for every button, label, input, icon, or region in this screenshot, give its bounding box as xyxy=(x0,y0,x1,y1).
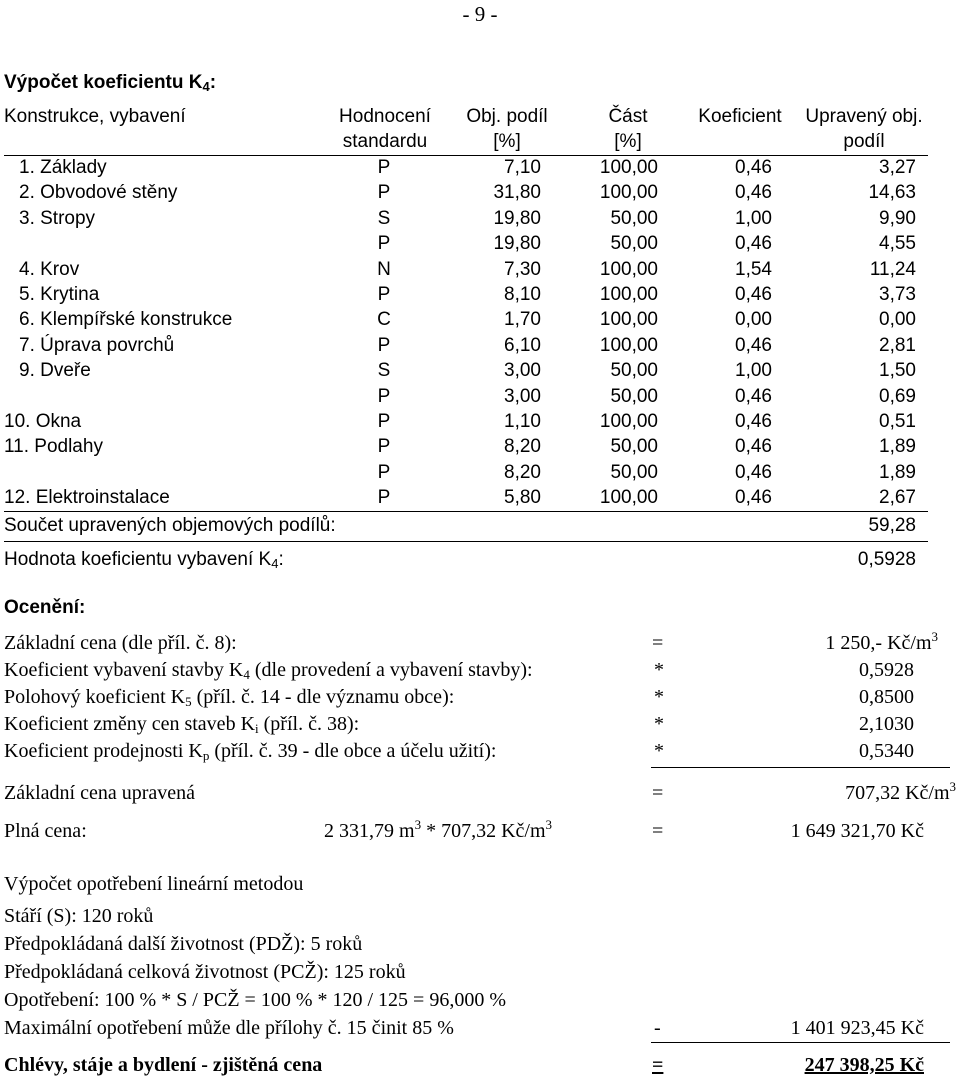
k5-coef-label: Polohový koeficient $K_5$ (příl. č. 14 - dle významu obce): xyxy=(4,686,455,709)
cell-construction: 1. Základy xyxy=(19,157,107,178)
header-coefficient: Koeficient xyxy=(698,106,782,127)
cell-adjusted-share: 1,50 xyxy=(879,360,916,382)
cell-adjusted-share: 0,51 xyxy=(879,411,916,432)
sum-value: 59,28 xyxy=(868,515,916,536)
cell-obj-share: 31,80 xyxy=(493,182,541,204)
cell-construction: 7. Úprava povrchů xyxy=(19,334,175,356)
cell-obj-share: 7,30 xyxy=(504,258,541,280)
cell-obj-share: 1,70 xyxy=(504,309,541,331)
cell-adjusted-share: 3,73 xyxy=(879,284,916,305)
cell-construction: 10. Okna xyxy=(4,411,82,432)
page-number: - 9 - xyxy=(462,2,498,26)
cell-obj-share: 8,20 xyxy=(504,461,541,483)
final-label: Chlévy, stáje a bydlení - zjištěná cena xyxy=(4,1054,323,1076)
cell-standard: P xyxy=(377,182,391,204)
final-op: = xyxy=(652,1054,664,1076)
cell-part: 100,00 xyxy=(599,157,658,178)
k4-coef-value: 0,5928 xyxy=(859,659,914,681)
cell-standard: P xyxy=(377,157,391,178)
k4-coef-op: * xyxy=(654,659,664,681)
kp-rule xyxy=(651,767,950,768)
cell-part: 100,00 xyxy=(599,309,658,331)
kp-coef-value: 0,5340 xyxy=(859,740,914,762)
cell-adjusted-share: 2,81 xyxy=(879,334,916,356)
table-row xyxy=(4,208,926,233)
full-price-value: 1 649 321,70 Kč xyxy=(790,820,924,842)
cell-part: 100,00 xyxy=(599,334,658,356)
cell-coefficient: 1,00 xyxy=(735,207,772,229)
max-rule xyxy=(651,1042,950,1043)
cell-construction: 12. Elektroinstalace xyxy=(4,487,170,509)
cell-obj-share: 5,80 xyxy=(504,487,541,509)
base-price-label: Základní cena (dle příl. č. 8): xyxy=(4,632,237,654)
cell-adjusted-share: 1,89 xyxy=(879,436,916,458)
cell-adjusted-share: 14,63 xyxy=(868,182,916,204)
max-depreciation-label: Maximální opotřebení může dle přílohy č. 15 činit 85 % xyxy=(4,1017,454,1039)
table-row xyxy=(4,436,926,461)
age-line: Stáří (S): 120 roků xyxy=(4,905,154,927)
cell-part: 100,00 xyxy=(599,411,658,432)
cell-obj-share: 3,00 xyxy=(504,385,541,407)
k4-table xyxy=(4,104,928,574)
base-price-value: 1 250,- $Kč/m^3$ xyxy=(825,629,938,654)
cell-obj-share: 7,10 xyxy=(504,157,541,178)
table-row xyxy=(4,386,926,411)
cell-coefficient: 1,54 xyxy=(735,258,772,280)
cell-standard: P xyxy=(377,461,391,483)
cell-construction: 5. Krytina xyxy=(19,284,100,305)
kp-coef-label: Koeficient prodejnosti $K_p$ (příl. č. 39 - dle obce a účelu užití): xyxy=(4,740,497,763)
cell-standard: P xyxy=(377,385,391,407)
k4-coef-label: Koeficient vybavení stavby $K_4$ (dle provedení a vybavení stavby): xyxy=(4,659,533,682)
k5-coef-value: 0,8500 xyxy=(859,686,914,708)
cell-coefficient: 0,46 xyxy=(735,182,772,204)
cell-obj-share: 6,10 xyxy=(504,334,541,356)
cell-coefficient: 0,46 xyxy=(735,436,772,458)
table-row xyxy=(4,360,926,385)
header-obj-share: Obj. podíl [%] xyxy=(466,106,548,152)
cell-part: 100,00 xyxy=(599,258,658,280)
cell-adjusted-share: 2,67 xyxy=(879,487,916,509)
table-row xyxy=(4,462,926,487)
table-row xyxy=(4,182,926,207)
header-construction: Konstrukce, vybavení xyxy=(4,106,186,127)
cell-construction: 6. Klempířské konstrukce xyxy=(19,309,233,331)
sum-row xyxy=(4,515,926,540)
valuation-heading: Ocenění: xyxy=(4,597,86,618)
cell-coefficient: 1,00 xyxy=(735,360,772,382)
pdz-line: Předpokládaná další životnost (PDŽ): 5 roků xyxy=(4,933,363,955)
table-row xyxy=(4,284,926,309)
cell-adjusted-share: 1,89 xyxy=(879,461,916,483)
cell-part: 50,00 xyxy=(610,436,658,458)
k5-coef-op: * xyxy=(654,686,664,708)
cell-standard: P xyxy=(377,233,391,255)
cell-adjusted-share: 4,55 xyxy=(879,233,916,255)
ki-coef-value: 2,1030 xyxy=(859,713,914,735)
k4-heading: Výpočet koeficientu $K_4$: xyxy=(4,72,217,94)
header-part: Část [%] xyxy=(608,106,648,152)
cell-obj-share: 8,10 xyxy=(504,284,541,305)
cell-standard: P xyxy=(377,334,391,356)
cell-standard: P xyxy=(377,411,391,432)
cell-standard: N xyxy=(377,258,391,280)
cell-standard: P xyxy=(377,487,391,509)
adjusted-price-op: = xyxy=(652,782,664,804)
cell-standard: S xyxy=(377,207,391,229)
cell-coefficient: 0,00 xyxy=(735,309,772,331)
full-price-op: = xyxy=(652,820,664,842)
cell-construction: 4. Krov xyxy=(19,258,80,280)
depreciation-heading: Výpočet opotřebení lineární metodou xyxy=(4,873,304,895)
cell-part: 50,00 xyxy=(610,385,658,407)
calc-line: Opotřebení: 100 % * S / PCŽ = 100 % * 120 / 125 = 96,000 % xyxy=(4,989,506,1011)
cell-standard: P xyxy=(377,284,391,305)
sum-label: Součet upravených objemových podílů: xyxy=(4,515,336,536)
cell-adjusted-share: 0,69 xyxy=(879,385,916,407)
cell-construction: 9. Dveře xyxy=(19,360,91,382)
cell-part: 50,00 xyxy=(610,360,658,382)
body-rule xyxy=(4,511,928,512)
adjusted-price-label: Základní cena upravená xyxy=(4,782,196,804)
table-row xyxy=(4,157,926,182)
cell-part: 50,00 xyxy=(610,461,658,483)
cell-construction: 3. Stropy xyxy=(19,207,96,229)
kp-coef-op: * xyxy=(654,740,664,762)
cell-standard: C xyxy=(377,309,391,331)
cell-adjusted-share: 3,27 xyxy=(879,157,916,178)
cell-coefficient: 0,46 xyxy=(735,157,772,178)
header-rule xyxy=(4,155,928,156)
cell-obj-share: 8,20 xyxy=(504,436,541,458)
table-row xyxy=(4,335,926,360)
max-depreciation-op: - xyxy=(654,1017,661,1039)
ki-coef-op: * xyxy=(654,713,664,735)
table-header xyxy=(4,104,926,154)
cell-obj-share: 19,80 xyxy=(493,233,541,255)
cell-obj-share: 3,00 xyxy=(504,360,541,382)
cell-adjusted-share: 11,24 xyxy=(869,258,916,280)
pcz-line: Předpokládaná celková životnost (PCŽ): 125 roků xyxy=(4,961,406,983)
header-adjusted-share: Upravený obj. podíl xyxy=(805,106,923,152)
adjusted-price-value: 707,32 $Kč/m^3$ xyxy=(845,779,956,804)
k4-value-label: Hodnota koeficientu vybavení $K_4$: xyxy=(4,549,284,571)
table-row xyxy=(4,259,926,284)
base-price-op: = xyxy=(652,632,664,654)
table-row xyxy=(4,233,926,258)
cell-obj-share: 19,80 xyxy=(493,207,541,229)
cell-adjusted-share: 9,90 xyxy=(879,207,916,229)
cell-coefficient: 0,46 xyxy=(735,411,772,432)
cell-part: 50,00 xyxy=(610,233,658,255)
ki-coef-label: Koeficient změny cen staveb $K_i$ (příl. č. 38): xyxy=(4,713,360,736)
table-row xyxy=(4,411,926,436)
cell-part: 50,00 xyxy=(610,207,658,229)
cell-standard: P xyxy=(377,436,391,458)
header-standard: Hodnocení standardu xyxy=(339,106,431,152)
cell-construction: 2. Obvodové stěny xyxy=(19,182,178,204)
cell-part: 100,00 xyxy=(599,284,658,305)
sum-rule xyxy=(4,541,928,542)
cell-coefficient: 0,46 xyxy=(735,233,772,255)
table-row xyxy=(4,309,926,334)
full-price-label: Plná cena: xyxy=(4,820,87,842)
cell-standard: S xyxy=(377,360,391,382)
cell-obj-share: 1,10 xyxy=(504,411,541,432)
final-value: 247 398,25 Kč xyxy=(804,1054,924,1076)
cell-adjusted-share: 0,00 xyxy=(879,309,916,331)
cell-coefficient: 0,46 xyxy=(735,284,772,305)
k4-value-row xyxy=(4,549,926,574)
max-depreciation-value: 1 401 923,45 Kč xyxy=(790,1017,924,1039)
cell-part: 100,00 xyxy=(599,182,658,204)
cell-coefficient: 0,46 xyxy=(735,461,772,483)
cell-coefficient: 0,46 xyxy=(735,334,772,356)
cell-coefficient: 0,46 xyxy=(735,385,772,407)
full-price-formula: 2 331,79 $m^3 * 707,32$ $Kč/m^3$ xyxy=(324,817,552,842)
table-row xyxy=(4,487,926,512)
cell-construction: 11. Podlahy xyxy=(4,436,103,458)
k4-value: 0,5928 xyxy=(857,549,916,570)
cell-coefficient: 0,46 xyxy=(735,487,772,509)
cell-part: 100,00 xyxy=(599,487,658,509)
